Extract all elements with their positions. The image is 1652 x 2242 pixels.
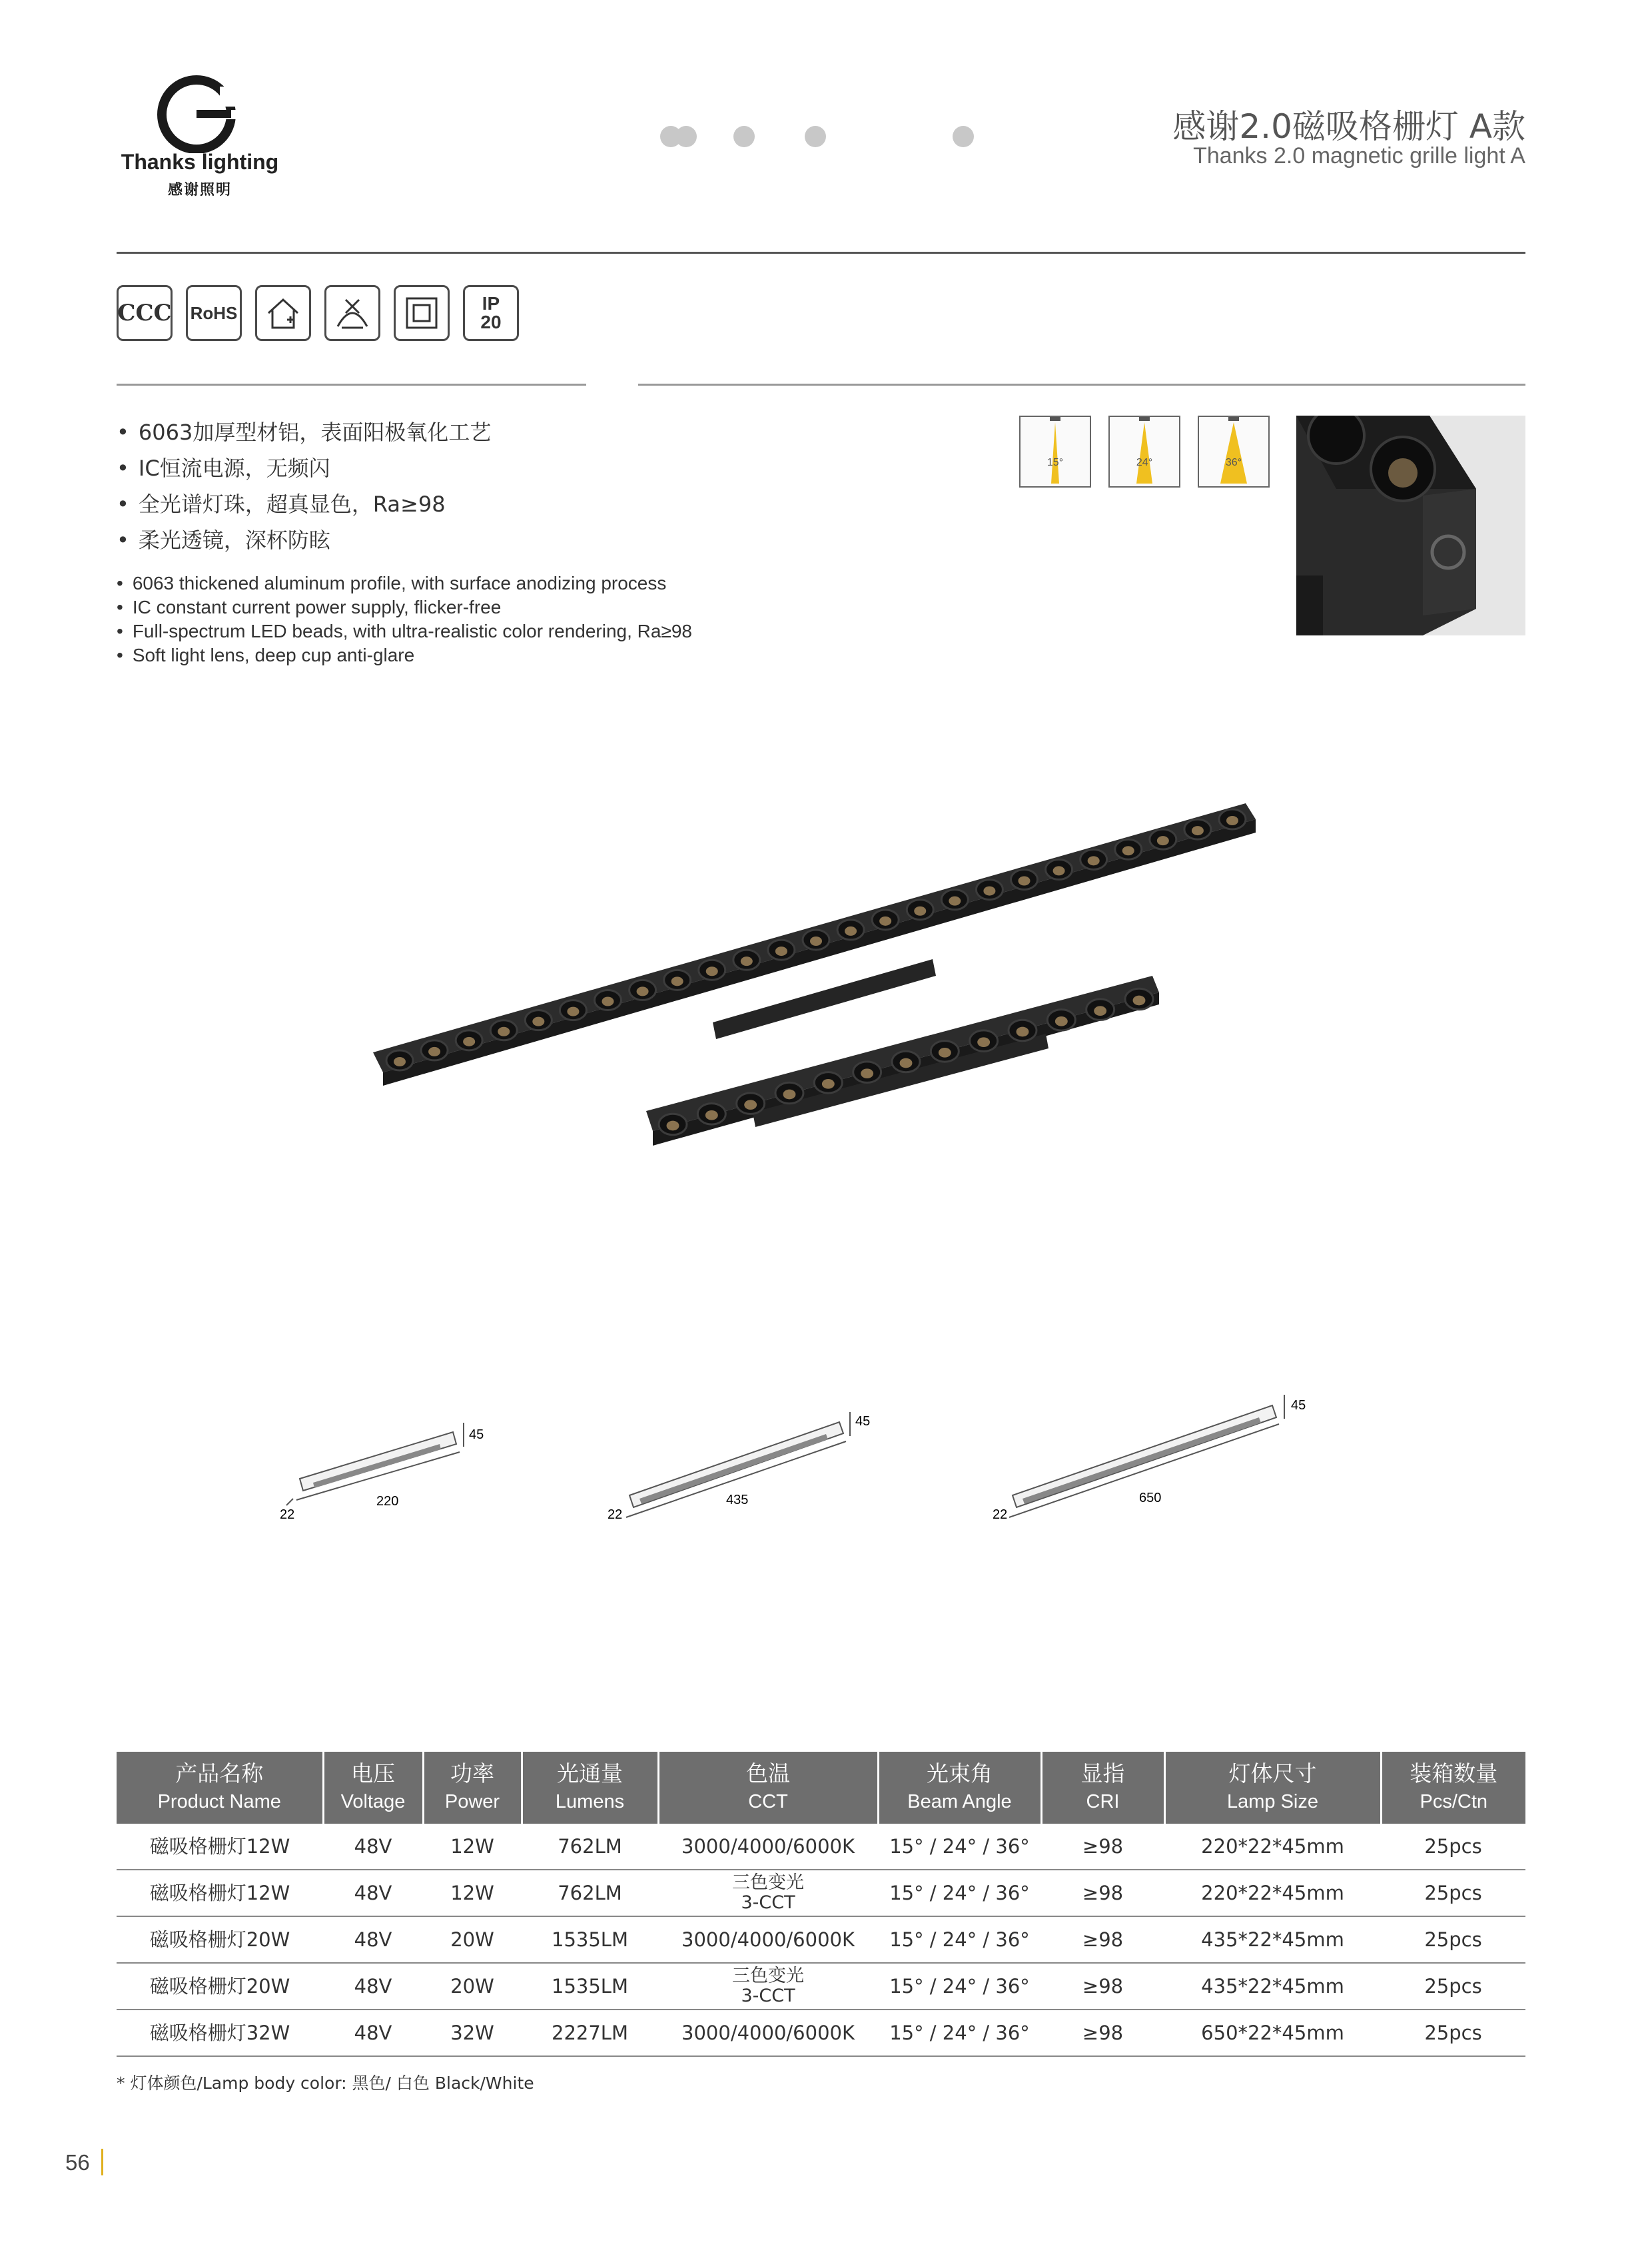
table-cell-power: 32W: [423, 2010, 522, 2056]
beam-angle-label: 24°: [1136, 457, 1153, 468]
lens-led: [845, 927, 857, 936]
lens-led: [394, 1057, 406, 1066]
beam-angle-24: [1108, 416, 1180, 488]
lens-led: [1192, 826, 1204, 835]
dim-length: 435: [726, 1493, 749, 1507]
table-header: 灯体尺寸 Lamp Size: [1164, 1752, 1381, 1824]
dim-height: 45: [1291, 1398, 1306, 1413]
cct-cn: 三色变光: [732, 1872, 804, 1893]
table-cell-name: 磁吸格栅灯32W: [117, 2010, 323, 2056]
lens-led: [1122, 846, 1134, 855]
rohs-icon: [186, 285, 242, 341]
dim-width: 22: [608, 1507, 623, 1522]
table-cell-lumens: 2227LM: [522, 2010, 658, 2056]
dim-width: 22: [280, 1507, 295, 1522]
lens-led: [810, 936, 822, 946]
table-header: 光束角 Beam Angle: [878, 1752, 1041, 1824]
feature-en-item: • IC constant current power supply, flicker-free: [117, 595, 692, 619]
table-cell-beam: 15° / 24° / 36°: [878, 1870, 1041, 1916]
no-cover-icon: [324, 285, 380, 341]
dim-width: 22: [993, 1507, 1008, 1522]
lens-led: [949, 897, 961, 906]
table-cell-power: 12W: [423, 1870, 522, 1916]
table-cell-cct: 3000/4000/6000K: [658, 2010, 878, 2056]
feature-cn-item: • 6063加厚型材铝，表面阳极氧化工艺: [117, 414, 491, 450]
lens-led: [637, 986, 649, 996]
table-cell-cct: 3000/4000/6000K: [658, 1824, 878, 1870]
lens-led: [1017, 1027, 1029, 1037]
lens-led: [602, 997, 614, 1006]
features-en: [117, 571, 692, 667]
ccc-icon: [117, 285, 173, 341]
table-cell-lumens: 762LM: [522, 1824, 658, 1870]
table-cell-cct: [658, 1870, 878, 1916]
table-cell-power: 20W: [423, 1916, 522, 1963]
table-cell-voltage: 48V: [323, 1916, 423, 1963]
beam-angle-36: [1198, 416, 1270, 488]
lens-led: [671, 976, 683, 986]
lens-led: [532, 1017, 544, 1026]
table-cell-size: 220*22*45mm: [1164, 1824, 1381, 1870]
table-header: 色温 CCT: [658, 1752, 878, 1824]
lens-led: [428, 1047, 440, 1056]
spec-table: [117, 1752, 1525, 2057]
table-cell-voltage: 48V: [323, 2010, 423, 2056]
dim-length: 650: [1139, 1491, 1162, 1505]
ccc-label: CCC: [117, 300, 172, 326]
table-cell-beam: 15° / 24° / 36°: [878, 1824, 1041, 1870]
table-cell-cct: [658, 1963, 878, 2010]
lens-led: [775, 946, 787, 956]
table-header-row: [117, 1752, 1525, 1824]
lens-led: [1053, 866, 1065, 875]
table-header: 显指 CRI: [1041, 1752, 1164, 1824]
table-header: 电压 Voltage: [323, 1752, 423, 1824]
page-number-accent: [101, 2149, 103, 2175]
table-cell-size: 435*22*45mm: [1164, 1916, 1381, 1963]
certification-icons: [117, 285, 519, 341]
table-cell-pcs: 25pcs: [1381, 2010, 1525, 2056]
brand-name: Thanks lighting: [121, 150, 279, 174]
indoor-house-icon: [255, 285, 311, 341]
table-cell-lumens: 762LM: [522, 1870, 658, 1916]
cct-en: 3-CCT: [741, 1986, 795, 2006]
table-cell-pcs: 25pcs: [1381, 1824, 1525, 1870]
section-divider-left: [117, 384, 586, 386]
table-cell-size: 220*22*45mm: [1164, 1870, 1381, 1916]
table-header: 装箱数量 Pcs/Ctn: [1381, 1752, 1525, 1824]
table-cell-size: 650*22*45mm: [1164, 2010, 1381, 2056]
lens-led: [1133, 996, 1146, 1006]
dim-height: 45: [469, 1427, 484, 1442]
lens-led: [706, 966, 718, 976]
table-cell-power: 12W: [423, 1824, 522, 1870]
lens-led: [567, 1007, 579, 1016]
table-row: [117, 1870, 1525, 1916]
lens-led: [744, 1100, 757, 1110]
rohs-label: RoHS: [190, 302, 238, 323]
feature-en-item: • Full-spectrum LED beads, with ultra-realistic color rendering, Ra≥98: [117, 619, 692, 643]
page-title-en: Thanks 2.0 magnetic grille light A: [1193, 143, 1525, 169]
dimension-drawing-220: [286, 1423, 464, 1505]
table-row: [117, 1916, 1525, 1963]
lens-led: [1088, 856, 1100, 865]
product-render: [373, 799, 1266, 1199]
features-cn: [117, 414, 491, 558]
footnote: * 灯体颜色/Lamp body color: 黑色/ 白色 Black/White: [117, 2073, 534, 2093]
lens-led: [1019, 877, 1031, 886]
lens-led: [1157, 836, 1169, 845]
feature-cn-item: • 柔光透镜，深杯防眩: [117, 522, 491, 558]
table-cell-power: 20W: [423, 1963, 522, 2010]
feature-cn-item: • IC恒流电源，无频闪: [117, 450, 491, 486]
lens-led: [1055, 1016, 1068, 1026]
lens-led: [498, 1027, 510, 1036]
lens-led: [914, 907, 926, 916]
page-title-cn: 感谢2.0磁吸格栅灯 A款: [1172, 107, 1525, 146]
table-cell-cri: ≥98: [1041, 1824, 1164, 1870]
feature-en-item: • 6063 thickened aluminum profile, with surface anodizing process: [117, 571, 692, 595]
cct-cn: 三色变光: [732, 1966, 804, 1986]
table-cell-name: 磁吸格栅灯20W: [117, 1916, 323, 1963]
table-header: 光通量 Lumens: [522, 1752, 658, 1824]
table-cell-voltage: 48V: [323, 1824, 423, 1870]
beam-angle-15: [1019, 416, 1091, 488]
ip-rating: 20: [480, 312, 502, 332]
section-divider-right: [638, 384, 1525, 386]
beam-angle-label: 36°: [1225, 457, 1242, 468]
table-cell-cri: ≥98: [1041, 1870, 1164, 1916]
lens-led: [879, 917, 891, 926]
lens-led: [861, 1068, 873, 1078]
dimension-drawings: [266, 1385, 1332, 1532]
lens-led: [1094, 1006, 1106, 1016]
beam-angle-icons: [1019, 416, 1270, 488]
table-cell-lumens: 1535LM: [522, 1963, 658, 2010]
table-cell-cri: ≥98: [1041, 1916, 1164, 1963]
table-row: [117, 2010, 1525, 2056]
lens-led: [741, 956, 753, 966]
beam-angle-label: 15°: [1046, 457, 1064, 468]
lens-led: [977, 1037, 990, 1047]
product-detail-photo: [1296, 416, 1525, 635]
table-cell-pcs: 25pcs: [1381, 1916, 1525, 1963]
dim-length: 220: [376, 1494, 399, 1509]
table-cell-beam: 15° / 24° / 36°: [878, 1916, 1041, 1963]
table-row: [117, 1824, 1525, 1870]
double-insulation-icon: [394, 285, 450, 341]
table-cell-voltage: 48V: [323, 1963, 423, 2010]
table-cell-cri: ≥98: [1041, 2010, 1164, 2056]
ip20-icon: [463, 285, 519, 341]
lens-led: [783, 1090, 796, 1100]
feature-cn-item: • 全光谱灯珠，超真显色，Ra≥98: [117, 486, 491, 522]
brand-name-cn: 感谢照明: [167, 181, 232, 198]
table-header: 产品名称 Product Name: [117, 1752, 323, 1824]
table-row: [117, 1963, 1525, 2010]
table-cell-cri: ≥98: [1041, 1963, 1164, 2010]
lens-led: [705, 1110, 718, 1120]
table-cell-pcs: 25pcs: [1381, 1870, 1525, 1916]
page-number: 56: [65, 2150, 90, 2175]
lens-led: [939, 1048, 951, 1058]
lens-led: [667, 1121, 679, 1131]
cct-en: 3-CCT: [741, 1892, 795, 1913]
lens-led: [463, 1037, 475, 1046]
feature-en-item: • Soft light lens, deep cup anti-glare: [117, 643, 692, 667]
header-divider: [117, 252, 1525, 254]
lens-led: [983, 887, 995, 896]
dim-height: 45: [855, 1414, 871, 1429]
table-cell-cct: 3000/4000/6000K: [658, 1916, 878, 1963]
table-cell-lumens: 1535LM: [522, 1916, 658, 1963]
decorative-dots: [659, 123, 979, 150]
ip-label: IP: [482, 293, 500, 314]
table-cell-name: 磁吸格栅灯20W: [117, 1963, 323, 2010]
lens-led: [822, 1079, 835, 1089]
table-cell-size: 435*22*45mm: [1164, 1963, 1381, 2010]
lens-led: [900, 1058, 913, 1068]
table-cell-name: 磁吸格栅灯12W: [117, 1824, 323, 1870]
table-cell-beam: 15° / 24° / 36°: [878, 1963, 1041, 2010]
table-cell-voltage: 48V: [323, 1870, 423, 1916]
table-header: 功率 Power: [423, 1752, 522, 1824]
lens-led: [1226, 816, 1238, 825]
table-cell-beam: 15° / 24° / 36°: [878, 2010, 1041, 2056]
table-cell-pcs: 25pcs: [1381, 1963, 1525, 2010]
table-cell-name: 磁吸格栅灯12W: [117, 1870, 323, 1916]
